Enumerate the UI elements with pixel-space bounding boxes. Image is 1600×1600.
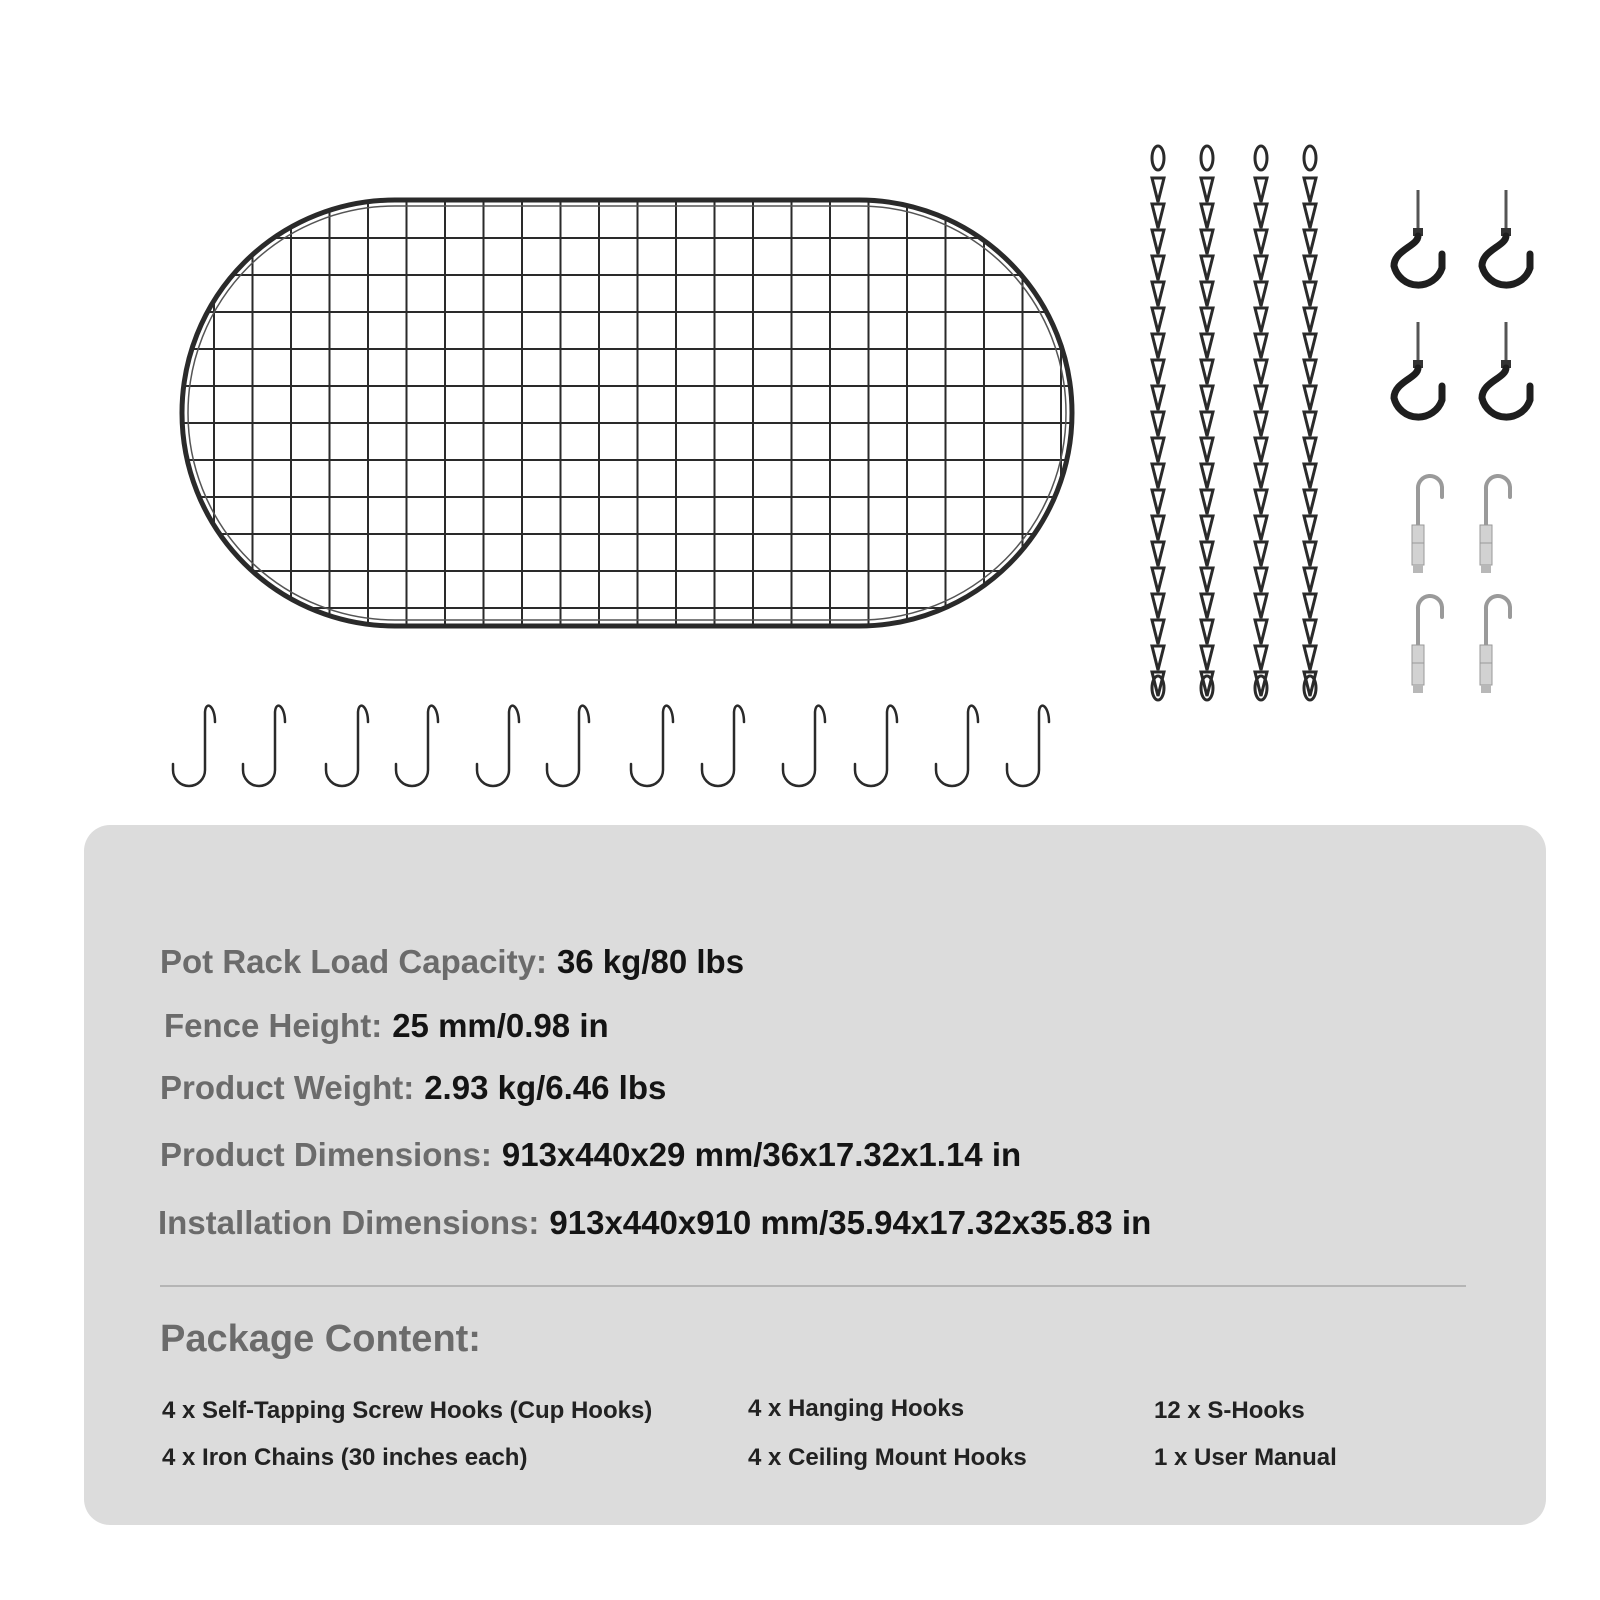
spec-label: Fence Height: [164,1007,383,1044]
package-content-title: Package Content: [160,1318,481,1360]
package-item: 1 x User Manual [1154,1444,1337,1471]
package-item: 4 x Iron Chains (30 inches each) [162,1444,528,1471]
s-hooks [173,706,1049,786]
spec-label: Installation Dimensions: [158,1204,540,1241]
package-item: 4 x Ceiling Mount Hooks [748,1444,1027,1471]
divider [160,1285,1466,1287]
spec-installation-dimensions [158,1204,1151,1242]
spec-fence-height [164,1007,609,1045]
specifications-panel [84,825,1546,1525]
ceiling-mount-hooks [1412,476,1510,693]
spec-value: 2.93 kg/6.46 lbs [424,1069,667,1106]
pot-rack-grid [178,195,1076,630]
spec-label: Product Dimensions: [160,1136,492,1173]
spec-value: 913x440x29 mm/36x17.32x1.14 in [501,1136,1022,1173]
package-item: 12 x S-Hooks [1154,1397,1305,1424]
package-item: 4 x Self-Tapping Screw Hooks (Cup Hooks) [162,1397,653,1424]
spec-value: 36 kg/80 lbs [556,943,745,980]
cup-hooks [1394,190,1530,417]
spec-value: 913x440x910 mm/35.94x17.32x35.83 in [549,1204,1152,1241]
spec-value: 25 mm/0.98 in [392,1007,609,1044]
package-item: 4 x Hanging Hooks [748,1395,965,1422]
spec-label: Product Weight: [160,1069,415,1106]
spec-product-weight [160,1069,666,1107]
spec-label: Pot Rack Load Capacity: [160,943,547,980]
spec-load-capacity [160,943,744,981]
iron-chains [1152,146,1316,700]
spec-product-dimensions [160,1136,1021,1174]
